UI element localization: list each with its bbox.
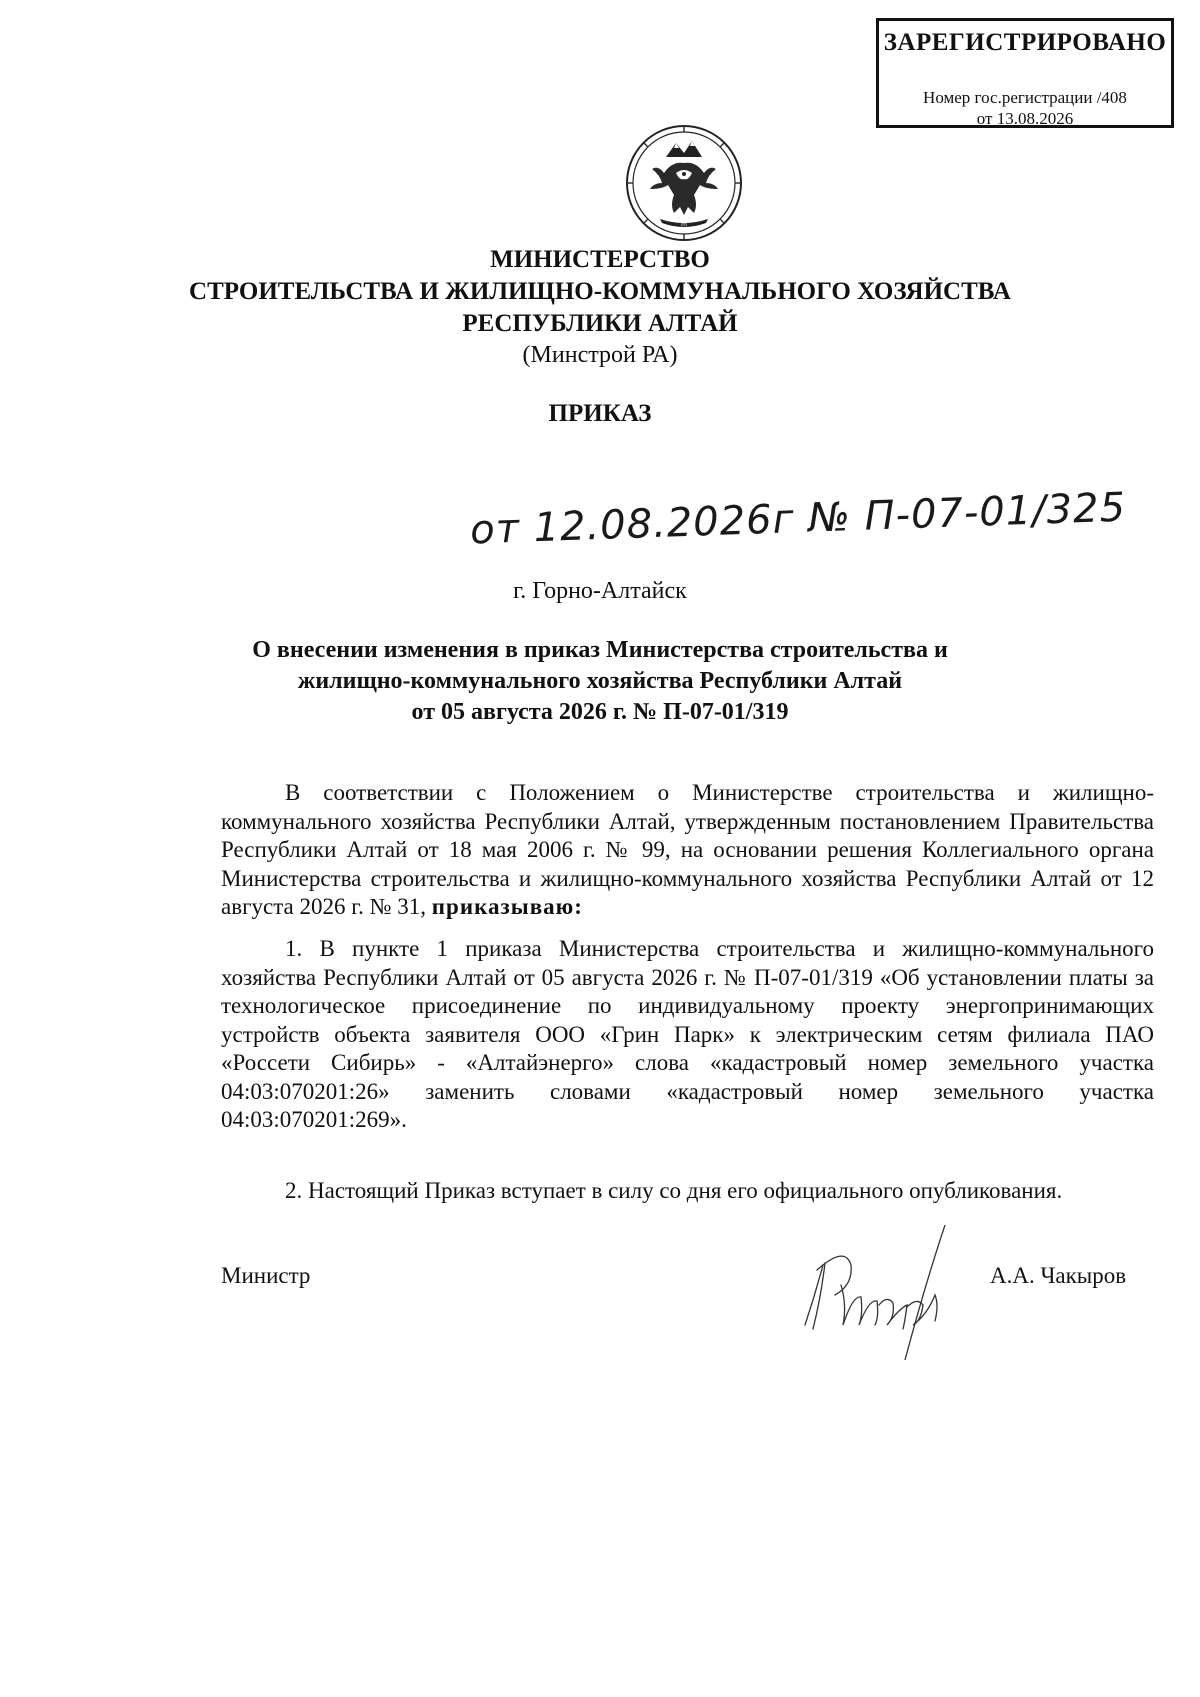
ministry-abbreviation: (Минстрой РА) [522, 342, 678, 368]
stamp-registration-number: Номер гос.регистрации /408 [923, 88, 1127, 107]
preamble-paragraph [221, 779, 1154, 922]
city: г. Горно-Алтайск [513, 578, 687, 604]
item-1-text: 1. В пункте 1 приказа Министерства строительства и жилищно-коммунального хозяйства Республики Алтай от 05 августа 2026 г. № П-07-01/319 «Об установлении платы за технологическое присоединение по индивидуальному проекту энергопринимающих устройств объекта заявителя ООО «Грин Парк» к электрическим сетям филиала ПАО «Россети Сибирь» - «Алтайэнерго» слова «кадастровый номер земельного участка 04:03:070201:26» заменить словами «кадастровый номер земельного участка 04:03:070201:269». [221, 936, 1154, 1132]
subject-line3: от 05 августа 2026 г. № П-07-01/319 [411, 699, 789, 725]
subject-line1: О внесении изменения в приказ Министерства строительства и [252, 637, 948, 663]
handwritten-order-number: от 12.08.2026г № П-07-01/325 [469, 484, 1127, 554]
subject-line2: жилищно-коммунального хозяйства Республики Алтай [297, 668, 903, 694]
coat-of-arms-icon [624, 123, 744, 243]
order-word: приказываю: [431, 894, 583, 919]
preamble-text: В соответствии с Положением о Министерстве строительства и жилищно-коммунального хозяйства Республики Алтай, утвержденным постановлением Правительства Республики Алтай от 18 мая 2006 г. № 99, на основании решения Коллегиального органа Министерства строительства и жилищно-коммунального хозяйства Республики Алтай от 12 августа 2026 г. № 31, [221, 780, 1154, 919]
ministry-name-line2: СТРОИТЕЛЬСТВА И ЖИЛИЩНО-КОММУНАЛЬНОГО ХОЗЯЙСТВА [189, 278, 1011, 305]
signatory-name: А.А. Чакыров [990, 1263, 1127, 1288]
stamp-title: ЗАРЕГИСТРИРОВАНО [883, 29, 1167, 56]
ministry-name-line3: РЕСПУБЛИКИ АЛТАЙ [462, 310, 738, 337]
registration-stamp [876, 18, 1174, 128]
stamp-registration-date: от 13.08.2026 [976, 109, 1074, 128]
item-2-paragraph [221, 1177, 1154, 1206]
signature-icon [795, 1225, 1005, 1360]
item-2-text: 2. Настоящий Приказ вступает в силу со дня его официального опубликования. [285, 1178, 1063, 1203]
item-1-paragraph [221, 935, 1154, 1135]
document-type: ПРИКАЗ [548, 400, 652, 427]
signatory-title: Министр [221, 1263, 311, 1288]
ministry-name-line1: МИНИСТЕРСТВО [490, 246, 710, 273]
svg-text:m: m [681, 221, 687, 228]
